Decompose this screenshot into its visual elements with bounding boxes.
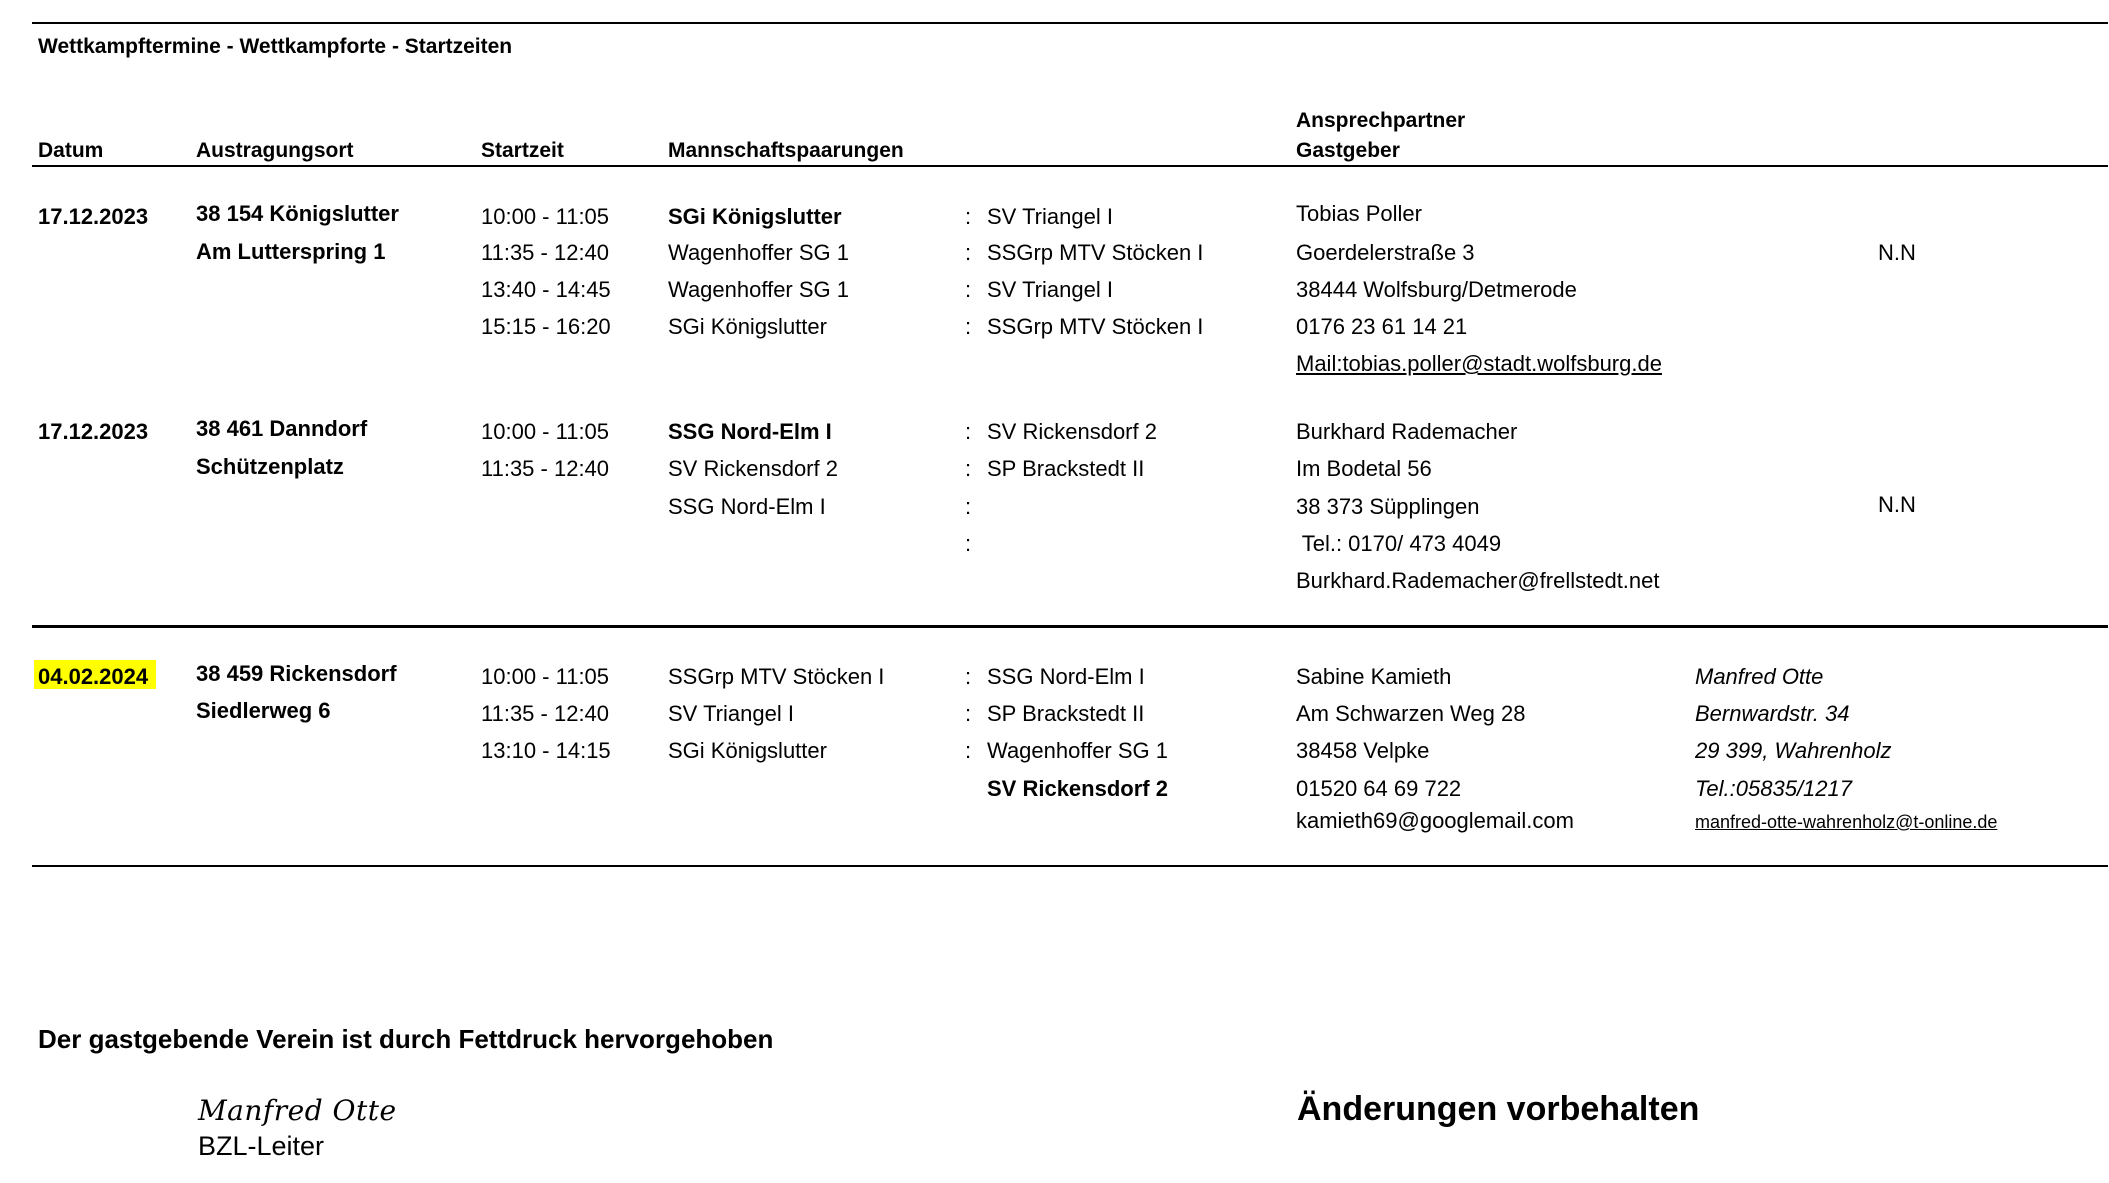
row-time: 11:35 - 12:40 — [481, 701, 610, 726]
top-rule — [32, 22, 2108, 24]
row-time: 11:35 - 12:40 — [481, 456, 610, 481]
row-guest-team: SV Rickensdorf 2 — [987, 776, 1168, 801]
header-startzeit: Startzeit — [481, 139, 564, 162]
header-rule — [32, 165, 2108, 167]
header-paarungen: Mannschaftspaarungen — [668, 139, 904, 162]
row-guest-team: Wagenhoffer SG 1 — [987, 738, 1168, 763]
row-separator: : — [965, 314, 972, 339]
row-time: 13:10 - 14:15 — [481, 738, 611, 763]
block-date-highlighted — [38, 664, 156, 690]
row-contact: 38444 Wolfsburg/Detmerode — [1296, 277, 1577, 302]
row-time: 11:35 - 12:40 — [481, 240, 610, 265]
row-home-team: SGi Königslutter — [668, 204, 842, 229]
row-guest-team: SV Triangel I — [987, 204, 1113, 229]
row-home-team: SSGrp MTV Stöcken I — [668, 664, 885, 689]
row-contact: 0176 23 61 14 21 — [1296, 314, 1468, 339]
row-time: 10:00 - 11:05 — [481, 419, 610, 444]
contact-email-link[interactable]: Mail:tobias.poller@stadt.wolfsburg.de — [1296, 351, 1662, 376]
row-time: 10:00 - 11:05 — [481, 664, 610, 689]
row-extra: Manfred Otte — [1695, 664, 1824, 689]
row-guest-team: SP Brackstedt II — [987, 456, 1145, 481]
row-extra: Tel.:05835/1217 — [1695, 776, 1852, 801]
row-separator: : — [965, 204, 972, 229]
row-separator: : — [965, 277, 972, 302]
row-extra: N.N — [1878, 492, 1916, 517]
row-guest-team: SSGrp MTV Stöcken I — [987, 314, 1204, 339]
extra-email-link[interactable]: manfred-otte-wahrenholz@t-online.de — [1695, 812, 1998, 832]
row-separator: : — [965, 701, 972, 726]
block-ort-city: 38 461 Danndorf — [196, 416, 368, 441]
footer-note: Der gastgebende Verein ist durch Fettdruck hervorgehoben — [38, 1024, 774, 1054]
row-extra: N.N — [1878, 240, 1916, 265]
row-extra: Bernwardstr. 34 — [1695, 701, 1850, 726]
row-contact: Im Bodetal 56 — [1296, 456, 1432, 481]
row-separator: : — [965, 240, 972, 265]
section-rule — [32, 625, 2108, 628]
signature: Manfred Otte — [198, 1094, 397, 1127]
row-separator: : — [965, 531, 972, 556]
row-home-team: SSG Nord-Elm I — [668, 494, 826, 519]
row-home-team: SGi Königslutter — [668, 738, 827, 763]
row-separator: : — [965, 664, 972, 689]
row-guest-team: SV Rickensdorf 2 — [987, 419, 1157, 444]
row-time: 15:15 - 16:20 — [481, 314, 611, 339]
row-extra: 29 399, Wahrenholz — [1695, 738, 1892, 763]
row-contact: Burkhard Rademacher — [1296, 419, 1518, 444]
row-contact: 01520 64 69 722 — [1296, 776, 1462, 801]
header-ort: Austragungsort — [196, 139, 354, 162]
block-ort-street: Siedlerweg 6 — [196, 698, 331, 723]
row-guest-team: SSG Nord-Elm I — [987, 664, 1145, 689]
row-contact: Goerdelerstraße 3 — [1296, 240, 1475, 265]
row-guest-team: SP Brackstedt II — [987, 701, 1145, 726]
row-guest-team: SV Triangel I — [987, 277, 1113, 302]
row-time: 10:00 - 11:05 — [481, 204, 610, 229]
row-contact: 38458 Velpke — [1296, 738, 1430, 763]
block-date: 17.12.2023 — [38, 204, 149, 229]
row-contact: Sabine Kamieth — [1296, 664, 1452, 689]
block-ort-street: Schützenplatz — [196, 454, 344, 479]
row-home-team: Wagenhoffer SG 1 — [668, 240, 849, 265]
block-ort-city: 38 459 Rickensdorf — [196, 661, 397, 686]
contact-email: Burkhard.Rademacher@frellstedt.net — [1296, 568, 1660, 593]
row-separator: : — [965, 738, 972, 763]
row-contact: Tel.: 0170/ 473 4049 — [1296, 531, 1502, 556]
date-highlight: 04.02.2024 — [34, 660, 156, 689]
row-home-team: Wagenhoffer SG 1 — [668, 277, 849, 302]
row-home-team: SV Rickensdorf 2 — [668, 456, 838, 481]
block-date: 17.12.2023 — [38, 419, 149, 444]
header-ansprech-2: Gastgeber — [1296, 139, 1400, 162]
block-ort-city: 38 154 Königslutter — [196, 201, 399, 226]
row-separator: : — [965, 494, 972, 519]
row-home-team: SGi Königslutter — [668, 314, 827, 339]
row-contact: 38 373 Süpplingen — [1296, 494, 1480, 519]
row-time: 13:40 - 14:45 — [481, 277, 611, 302]
row-separator: : — [965, 419, 972, 444]
row-home-team: SSG Nord-Elm I — [668, 419, 832, 444]
header-datum: Datum — [38, 139, 104, 162]
page-title: Wettkampftermine - Wettkampforte - Startzeiten — [38, 35, 513, 58]
disclaimer: Änderungen vorbehalten — [1297, 1090, 1700, 1128]
row-contact: Tobias Poller — [1296, 201, 1422, 226]
row-separator: : — [965, 456, 972, 481]
header-ansprech-1: Ansprechpartner — [1296, 109, 1466, 132]
signature-role: BZL-Leiter — [198, 1131, 325, 1161]
row-contact: Am Schwarzen Weg 28 — [1296, 701, 1526, 726]
row-home-team: SV Triangel I — [668, 701, 794, 726]
row-guest-team: SSGrp MTV Stöcken I — [987, 240, 1204, 265]
contact-email: kamieth69@googlemail.com — [1296, 808, 1574, 833]
block-ort-street: Am Lutterspring 1 — [196, 239, 386, 264]
bottom-rule — [32, 865, 2108, 867]
